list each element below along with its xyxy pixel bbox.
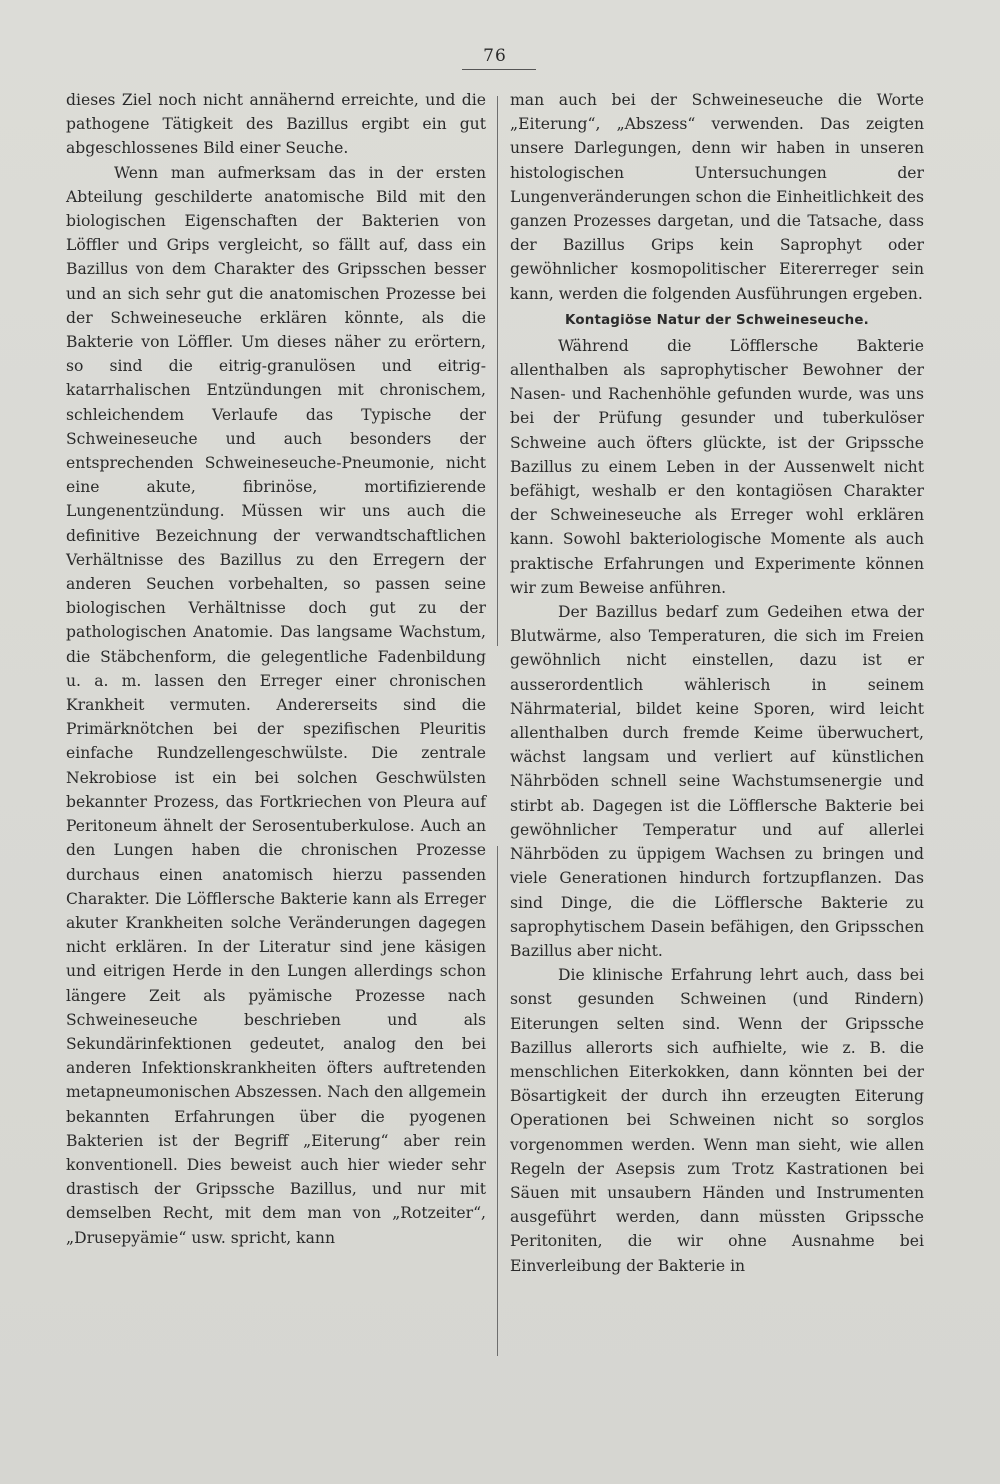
paragraph-right-3: Die klinische Erfahrung lehrt auch, dass bei sonst gesunden Schweinen (und Rindern) Eiterungen selten sind. Wenn der Gripssche Bazillus allerorts sich aufhielte, wie z. B. die menschlichen Eiterkokken, dann könnten bei der Bösartigkeit der durch ihn erzeugten Eiterung Operationen bei Schweinen nicht so sorglos vorgenommen werden. Wenn man sieht, wie allen Regeln der Asepsis zum Trotz Kastrationen bei Säuen mit unsaubern Händen und Instrumenten ausgeführt werden, dann müssten Gripssche Peritoniten, die wir ohne Ausnahme bei Einverleibung der Bakterie in	[510, 966, 924, 1275]
column-divider-lower	[497, 846, 498, 1356]
paragraph-right-1: Während die Löfflersche Bakterie allenthalben als saprophytischer Bewohner der Nasen- und Rachenhöhle gefunden wurde, was uns bei der Prüfung gesunder und tuberkulöser Schweine auch öfters glückte, ist der Gripssche Bazillus zu einem Leben in der Aussenwelt nicht befähigt, weshalb er den kontagiösen Charakter der Schweineseuche als Erreger wohl erklären kann. Sowohl bakteriologische Momente als auch praktische Erfahrungen und Experimente können wir zum Beweise anführen.	[510, 336, 924, 597]
column-divider	[497, 96, 498, 646]
paragraph-right-2: Der Bazillus bedarf zum Gedeihen etwa der Blutwärme, also Temperaturen, die sich im Freien gewöhnlich nicht einstellen, dazu ist er ausserordentlich wählerisch in seinem Nährmaterial, bildet keine Sporen, wird leicht allenthalben durch fremde Keime überwuchert, wächst langsam und verliert auf künstlichen Nährböden schnell seine Wachstumsenergie und stirbt ab. Dagegen ist die Löfflersche Bakterie bei gewöhnlicher Temperatur und auf allerlei Nährböden zu üppigem Wachsen zu bringen und viele Generationen hindurch fortzupflanzen. Das sind Dinge, die die Löfflersche Bakterie zu saprophytischem Dasein befähigen, den Gripsschen Bazillus aber nicht.	[510, 603, 924, 960]
right-column	[510, 88, 924, 1278]
page-number: 76	[483, 46, 507, 66]
paragraph-left-1: dieses Ziel noch nicht annähernd erreichte, und die pathogene Tätigkeit des Bazillus ergibt ein gut abgeschlossenes Bild einer Seuche.	[66, 91, 486, 158]
paragraph-left-2: Wenn man aufmerksam das in der ersten Abteilung geschilderte anatomische Bild mit den biologischen Eigenschaften der Bakterien von Löffler und Grips vergleicht, so fällt auf, dass ein Bazillus von dem Charakter des Gripsschen besser und an sich sehr gut die anatomischen Prozesse bei der Schweineseuche erklären könnte, als die Bakterie von Löffler. Um dieses näher zu erörtern, so sind die eitrig-granulösen und eitrig-katarrhalischen Entzündungen mit chronischem, schleichendem Verlaufe das Typische der Schweineseuche und auch besonders der entsprechenden Schweineseuche-Pneumonie, nicht eine akute, fibrinöse, mortifizierende Lungenentzündung. Müssen wir uns auch die definitive Bezeichnung der verwandtschaftlichen Verhältnisse des Bazillus zu den Erregern der anderen Seuchen vorbehalten, so passen seine biologischen Verhältnisse doch gut zu der pathologischen Anatomie. Das langsame Wachstum, die Stäbchenform, die gelegentliche Fadenbildung u. a. m. lassen den Erreger einer chronischen Krankheit vermuten. Andererseits sind die Primärknötchen bei der spezifischen Pleuritis einfache Rundzellengeschwülste. Die zentrale Nekrobiose ist ein bei solchen Geschwülsten bekannter Prozess, das Fortkriechen von Pleura auf Peritoneum ähnelt der Serosentuberkulose. Auch an den Lungen haben die chronischen Prozesse durchaus einen anatomisch hierzu passenden Charakter. Die Löfflersche Bakterie kann als Erreger akuter Krankheiten solche Veränderungen dagegen nicht erklären. In der Literatur sind jene käsigen und eitrigen Herde in den Lungen allerdings schon längere Zeit als pyämische Prozesse nach Schweineseuche beschrieben und als Sekundärinfektionen gedeutet, analog den bei anderen Infektionskrankheiten öfters auftretenden metapneumonischen Abszessen. Nach den allgemein bekannten Erfahrungen über die pyogenen Bakterien ist der Begriff „Eiterung“ aber rein konventionell. Dies beweist auch hier wieder sehr drastisch der Gripssche Bazillus, und nur mit demselben Recht, mit dem man von „Rotzeiter“, „Drusepyämie“ usw. spricht, kann	[66, 163, 486, 1247]
page-number-rule	[462, 69, 536, 70]
left-column	[66, 88, 486, 1250]
paragraph-right-intro: man auch bei der Schweineseuche die Worte „Eiterung“, „Abszess“ verwenden. Das zeigten unsere Darlegungen, denn wir haben in unseren histologischen Untersuchungen der Lungenveränderungen schon die Einheitlichkeit des ganzen Prozesses dargetan, und die Tatsache, dass der Bazillus Grips kein Saprophyt oder gewöhnlicher kosmopolitischer Eitererreger sein kann, werden die folgenden Ausführungen ergeben.	[510, 91, 924, 303]
section-heading: Kontagiöse Natur der Schweineseuche.	[565, 312, 869, 328]
